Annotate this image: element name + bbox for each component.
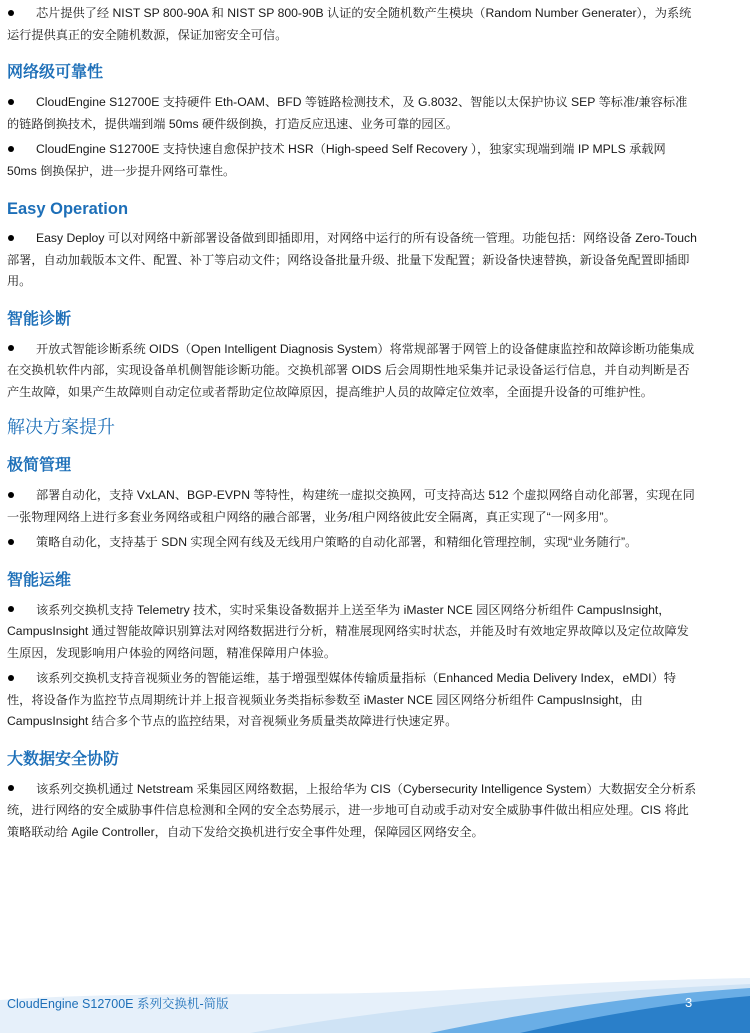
bullet-item (7, 92, 697, 135)
bullet-text: 芯片提供了经 NIST SP 800-90A 和 NIST SP 800-90B 认证的安全随机数产生模块（Random Number Generater），为系统运行提供真正的安全随机数源，保证加密安全可信。 (7, 6, 692, 42)
bullet-item (7, 600, 697, 665)
section-heading-simplified-management: 极简管理 (7, 457, 72, 474)
bullet-icon (8, 539, 14, 545)
bullet-icon (8, 606, 14, 612)
section-heading-easy-operation: Easy Operation (7, 200, 129, 218)
bullet-item (7, 339, 697, 404)
bullet-item (7, 3, 697, 46)
bullet-item (7, 532, 697, 554)
bullet-item (7, 228, 697, 293)
bullet-icon (8, 99, 14, 105)
bullet-icon (8, 675, 14, 681)
bullet-icon (8, 345, 14, 351)
bullet-icon (8, 146, 14, 152)
bullet-text: CloudEngine S12700E 支持快速自愈保护技术 HSR（High-speed Self Recovery ），独家实现端到端 IP MPLS 承载网 50ms 倒换保护，进一步提升网络可靠性。 (7, 142, 666, 178)
chapter-heading-solution-upgrade: 解决方案提升 (7, 417, 115, 437)
footer-document-title: CloudEngine S12700E 系列交换机-简版 (7, 997, 229, 1011)
bullet-icon (8, 10, 14, 16)
bullet-item (7, 779, 697, 844)
bullet-text: 开放式智能诊断系统 OIDS（Open Intelligent Diagnosis System）将常规部署于网管上的设备健康监控和故障诊断功能集成在交换机软件内部，实现设备单机侧智能诊断功能。交换机部署 OIDS 后会周期性地采集并记录设备运行信息，并自动判断是否产生故障，如果产生故障则自动定位或者帮助定位故障原因，提高维护人员的故障定位效率，全面提升设备的可维护性。 (7, 341, 695, 399)
bullet-item (7, 668, 697, 733)
section-heading-big-data-security: 大数据安全协防 (7, 750, 120, 768)
section-heading-network-reliability: 网络级可靠性 (7, 64, 104, 81)
page-number: 3 (685, 995, 693, 1010)
bullet-icon (8, 235, 14, 241)
bullet-text: 策略自动化，支持基于 SDN 实现全网有线及无线用户策略的自动化部署，和精细化管理控制，实现“业务随行”。 (36, 535, 638, 549)
section-heading-intelligent-diagnosis: 智能诊断 (7, 310, 72, 328)
bullet-item (7, 139, 697, 182)
bullet-text: 该系列交换机支持 Telemetry 技术，实时采集设备数据并上送至华为 iMaster NCE 园区网络分析组件 CampusInsight，CampusInsight 通过智能故障识别算法对网络数据进行分析，精准展现网络实时状态，并能及时有效地定界故障以及定位故障发生原因，发现影响用户体验的网络问题，精准保障用户体验。 (7, 602, 689, 660)
bullet-item (7, 485, 697, 528)
bullet-text: CloudEngine S12700E 支持硬件 Eth-OAM、BFD 等链路检测技术，及 G.8032、智能以太保护协议 SEP 等标准/兼容标准的链路倒换技术，提供端到端 50ms 硬件级倒换，打造反应迅速、业务可靠的园区。 (7, 95, 688, 131)
bullet-text: 该系列交换机通过 Netstream 采集园区网络数据，上报给华为 CIS（Cybersecurity Intelligence System）大数据安全分析系统，进行网络的安全威胁事件信息检测和全网的安全态势展示，进一步地可自动或手动对安全威胁事件做出相应处理。CIS 将此策略联动给 Agile Controller，自动下发给交换机进行安全事件处理，保障园区网络安全。 (7, 781, 697, 839)
bullet-icon (8, 785, 14, 791)
section-heading-intelligent-om: 智能运维 (7, 571, 72, 589)
bullet-text: 部署自动化，支持 VxLAN、BGP-EVPN 等特性，构建统一虚拟交换网，可支持高达 512 个虚拟网络自动化部署，实现在同一张物理网络上进行多套业务网络或租户网络的融合部署，业务/租户网络彼此安全隔离，真正实现了“一网多用”。 (7, 488, 695, 524)
page-content (7, 0, 697, 847)
bullet-icon (8, 492, 14, 498)
bullet-text: Easy Deploy 可以对网络中新部署设备做到即插即用，对网络中运行的所有设备统一管理。功能包括：网络设备 Zero-Touch 部署，自动加载版本文件、配置、补丁等启动文件；网络设备批量升级、批量下发配置；新设备快速替换，新设备免配置即插即用。 (7, 231, 697, 288)
bullet-text: 该系列交换机支持音视频业务的智能运维，基于增强型媒体传输质量指标（Enhanced Media Delivery Index，eMDI）特性，将设备作为监控节点周期统计并上报音视频业务类指标参数至 iMaster NCE 园区网络分析组件 CampusInsight，由 CampusInsight 结合多个节点的监控结果，对音视频业务质量类故障进行快速定界。 (7, 671, 676, 728)
